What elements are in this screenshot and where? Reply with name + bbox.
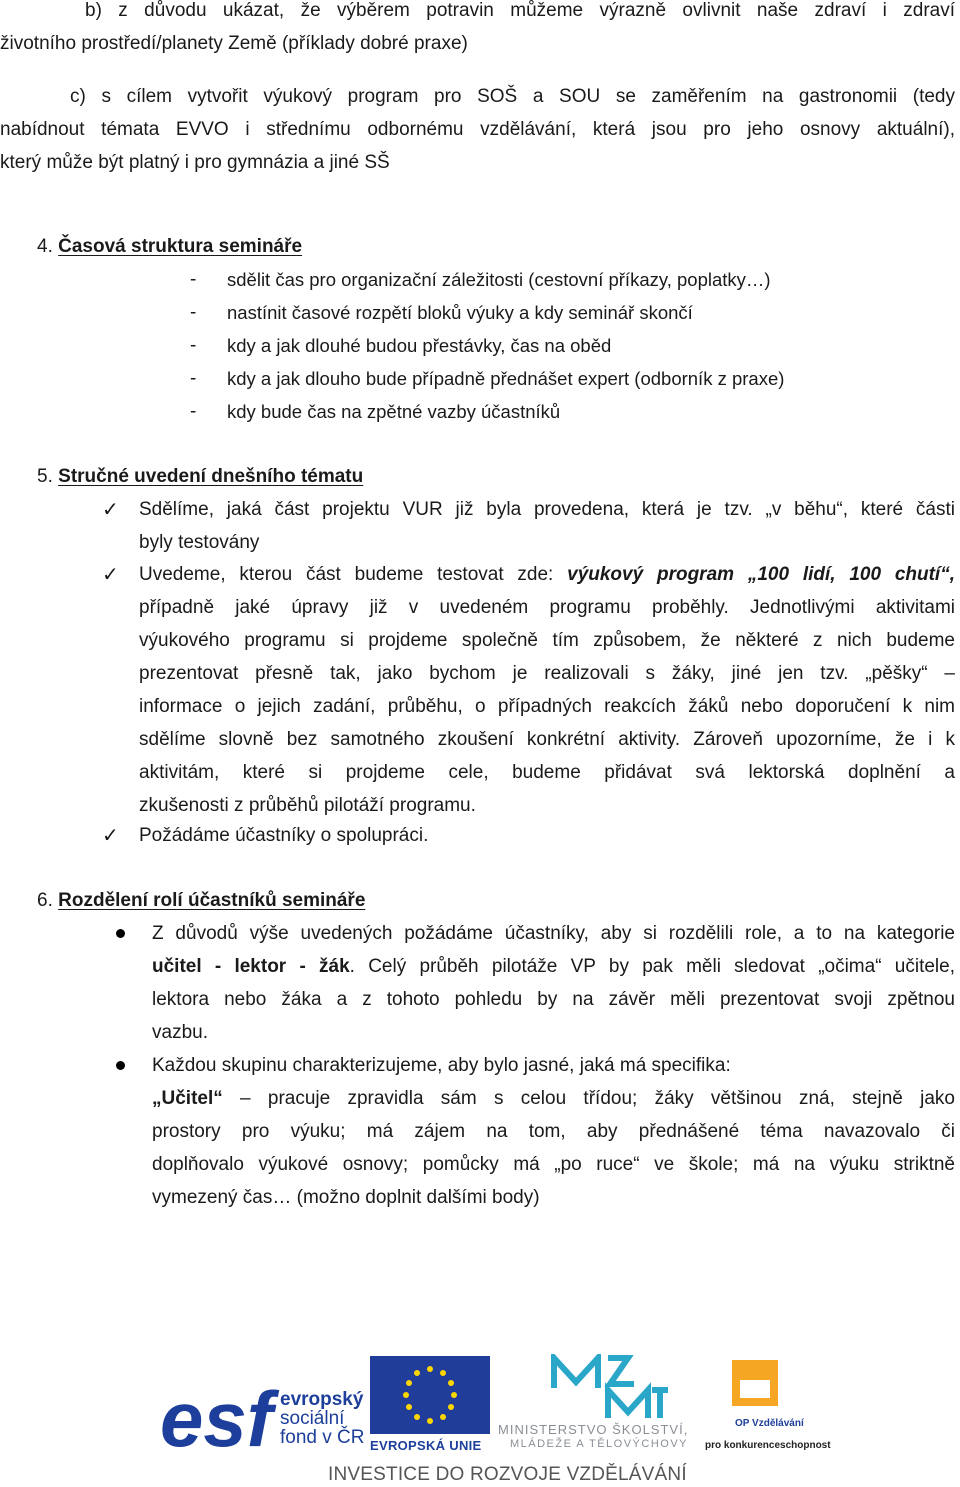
checkmark-icon: ✓ [102,564,119,586]
section6-b2-line1: Každou skupinu charakterizujeme, aby bylo jasné, jaká má specifika: [152,1055,731,1076]
section5-item2-line8: zkušenosti z průběhů pilotáží programu. [139,795,476,816]
section4-item: kdy a jak dlouhé budou přestávky, čas na oběd [227,335,612,356]
section4-item: sdělit čas pro organizační záležitosti (cestovní příkazy, poplatky…) [227,269,771,290]
dash-marker: - [190,368,197,389]
op-line2: pro konkurenceschopnost [705,1440,831,1451]
section5-item1-line1: Sdělíme, jaká část projektu VUR již byla provedena, která je tzv. „v běhu“, které části [139,499,955,520]
section6-b2-line2-rest: – pracuje zpravidla sám s celou třídou; žáky většinou zná, stejně jako [240,1088,955,1109]
section5-title: Stručné uvedení dnešního tématu [58,466,364,487]
checkmark-icon: ✓ [102,825,119,847]
footer-logos [160,1352,840,1487]
esf-logo-icon [160,1382,290,1454]
section6-heading [37,884,365,917]
dash-marker: - [190,401,197,422]
eu-flag-icon [370,1356,490,1434]
section5-item2-line7: aktivitám, které si projdeme cele, budeme přidávat svá lektorská doplnění a [139,762,955,783]
section4-item: kdy bude čas na zpětné vazby účastníků [227,401,561,422]
section6-title: Rozdělení rolí účastníků semináře [58,890,366,911]
section5-program-name: výukový program „100 lidí, 100 chutí“, [567,564,955,585]
section5-item3: Požádáme účastníky o spolupráci. [139,825,429,846]
bullet-icon [116,1061,125,1070]
dash-marker: - [190,302,197,323]
esf-line2: sociální [280,1408,345,1429]
intro-b-line2: životního prostředí/planety Země (příklady dobré praxe) [0,33,468,54]
section5-item2-intro: Uvedeme, kterou část budeme testovat zde: [139,564,554,585]
section4-item: kdy a jak dlouho bude případně přednášet expert (odborník z praxe) [227,368,785,389]
bullet-icon [116,929,125,938]
intro-b-line1: b) z důvodu ukázat, že výběrem potravin můžeme výrazně ovlivnit naše zdraví i zdraví [85,0,955,21]
op-line1: OP Vzdělávání [735,1418,804,1429]
section5-item2-line4: prezentovat přesně tak, jako bychom je realizovali s žáky, jiné jen tzv. „pěšky“ – [139,663,955,684]
roles-list: učitel - lektor - žák [152,956,350,977]
section5-heading [37,460,363,493]
section6-b2-line3: prostory pro výuku; má zájem na tom, aby přednášené téma navazovalo či [152,1121,955,1142]
investice-banner: INVESTICE DO ROZVOJE VZDĚLÁVÁNÍ [328,1464,687,1485]
section6-b1-line2-rest: . Celý průběh pilotáže VP by pak měli sledovat „očima“ učitele, [349,956,955,977]
op-logo-icon [730,1358,780,1408]
section6-b2-line5: vymezený čas… (možno doplnit dalšími body) [152,1187,540,1208]
section6-b1-line3: lektora nebo žáka a z tohoto pohledu by na závěr měli prezentovat svoji zpětnou [152,989,955,1010]
section5-item2-line1 [139,558,955,591]
esf-line3: fond v ČR [280,1427,365,1448]
section6-b1-line2 [152,950,955,983]
section5-item2-line6: sdělíme slovně bez samotného zkoušení konkrétní aktivity. Zároveň upozorníme, že i k [139,729,955,750]
svg-text:esf: esf [160,1382,273,1454]
eu-label: EVROPSKÁ UNIE [370,1438,482,1453]
section4-title: Časová struktura semináře [58,236,303,257]
section5-item2-line2: případně jaké úpravy již v uvedeném programu proběhly. Jednotlivými aktivitami [139,597,955,618]
section5-item2-line3: výukového programu si projdeme společně tím způsobem, že některé z nich budeme [139,630,955,651]
esf-text [280,1390,364,1447]
msmt-line2: MLÁDEŽE A TĚLOVÝCHOVY [510,1438,689,1450]
section5-item1-line2: byly testovány [139,532,260,553]
section6-b2-line2 [152,1082,955,1115]
dash-marker: - [190,269,197,290]
section4-item: nastínit časové rozpětí bloků výuky a kdy seminář skončí [227,302,693,323]
section4-number: 4. [37,236,53,257]
section5-number: 5. [37,466,53,487]
esf-line1: evropský [280,1389,364,1410]
section6-number: 6. [37,890,53,911]
intro-c-line1: c) s cílem vytvořit výukový program pro SOŠ a SOU se zaměřením na gastronomii (tedy [70,86,955,107]
intro-c-line2: nabídnout témata EVVO i střednímu odbornému vzdělávání, která jsou pro jeho osnovy aktuální), [0,119,955,140]
checkmark-icon: ✓ [102,499,119,521]
msmt-logo-icon [548,1354,668,1422]
section6-b1-line1: Z důvodů výše uvedených požádáme účastníky, aby si rozdělili role, a to na kategorie [152,923,955,944]
section4-heading [37,230,302,263]
intro-c-line3: který může být platný i pro gymnázia a jiné SŠ [0,152,390,173]
section5-item2-line5: informace o jejich zadání, průběhu, o případných reakcích žáků nebo doporučení k nim [139,696,955,717]
dash-marker: - [190,335,197,356]
msmt-line1: MINISTERSTVO ŠKOLSTVÍ, [498,1422,689,1437]
section6-b2-line4: doplňovalo výukové osnovy; pomůcky má „po ruce“ ve škole; má na výuku striktně [152,1154,955,1175]
role-teacher-label: „Učitel“ [152,1088,223,1109]
section6-b1-line4: vazbu. [152,1022,208,1043]
